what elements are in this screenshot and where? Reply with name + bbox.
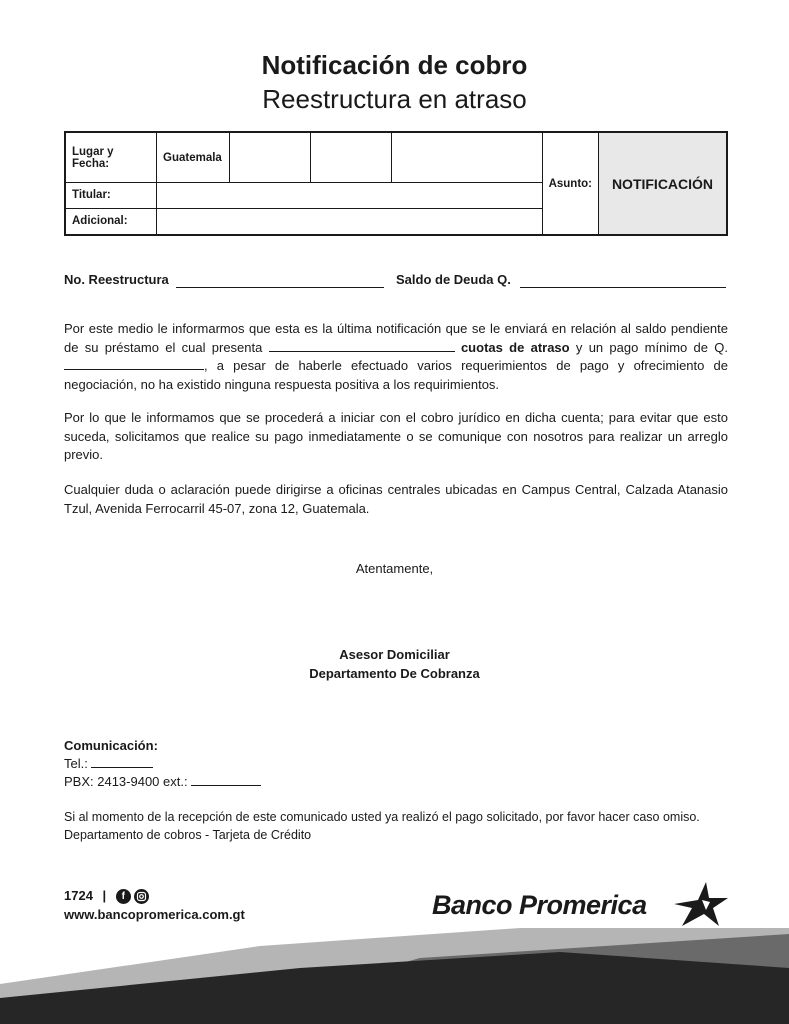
ext-blank[interactable] <box>191 773 261 786</box>
paragraph-1 <box>64 320 728 394</box>
signer-dept: Departamento De Cobranza <box>309 666 480 681</box>
pbx-label: PBX: 2413-9400 ext.: <box>64 774 188 789</box>
titular-cell[interactable] <box>157 183 543 209</box>
p1-text-c: , a pesar de haberle efectuado varios requerimientos de pago y ofrecimiento de negociación, no ha existido ninguna respuesta positiva a los requirimientos. <box>64 358 728 392</box>
website[interactable]: www.bancopromerica.com.gt <box>64 907 245 922</box>
paragraph-2: Por lo que le informamos que se procederá a iniciar con el cobro jurídico en dicha cuenta; para evitar que esto suceda, solicitamos que realice su pago inmediatamente o se comunique con nosotros para realizar un arreglo previo. <box>64 410 728 462</box>
signer-role: Asesor Domiciliar <box>339 647 450 662</box>
adicional-label: Adicional: <box>65 208 157 235</box>
contact-heading: Comunicación: <box>64 738 158 753</box>
lugar-value: Guatemala <box>157 132 230 183</box>
page-subtitle: Reestructura en atraso <box>262 84 527 114</box>
footer-contact <box>64 887 149 905</box>
paragraph-3: Cualquier duda o aclaración puede dirigirse a oficinas centrales ubicadas en Campus Central, Calzada Atanasio Tzul, Avenida Ferrocarril 45-07, zona 12, Guatemala. <box>64 482 728 516</box>
note-line-1: Si al momento de la recepción de este comunicado usted ya realizó el pago solicitado, por favor hacer caso omiso. <box>64 810 700 824</box>
tel-blank[interactable] <box>91 755 153 768</box>
instagram-icon[interactable] <box>134 889 149 904</box>
cuotas-blank[interactable] <box>269 339 455 352</box>
p1-text-b: y un pago mínimo de Q. <box>575 339 728 355</box>
star-logo-icon <box>672 880 730 928</box>
tel-row <box>64 755 153 773</box>
asunto-label: Asunto: <box>542 132 598 235</box>
page-title: Notificación de cobro <box>261 50 528 80</box>
asunto-value: NOTIFICACIÓN <box>599 132 728 235</box>
note-line-2: Departamento de cobros - Tarjeta de Crédito <box>64 828 312 842</box>
adicional-cell[interactable] <box>157 208 543 235</box>
info-table <box>64 131 728 236</box>
footer-divider: | <box>102 888 107 903</box>
fecha-year-cell[interactable] <box>392 132 543 183</box>
fecha-day-cell[interactable] <box>230 132 311 183</box>
tel-label: Tel.: <box>64 756 88 771</box>
brand-logo-text: Banco Promerica <box>432 890 647 920</box>
salutation: Atentamente, <box>355 561 434 576</box>
pago-blank[interactable] <box>64 357 204 370</box>
p1-text-a: Por este medio le informarmos que esta es la última notificación que se le enviará en relación al saldo pendiente de su préstamo el cual presenta <box>64 321 728 355</box>
titular-label: Titular: <box>65 183 157 209</box>
reestructura-label: No. Reestructura <box>64 272 169 287</box>
reestructura-line[interactable] <box>176 287 384 288</box>
saldo-label: Saldo de Deuda Q. <box>396 272 511 287</box>
footer-wave-decoration <box>0 928 789 1024</box>
lugar-label: Lugar y Fecha: <box>65 132 157 183</box>
p1-bold: cuotas de atraso <box>460 339 570 355</box>
pbx-row <box>64 773 261 791</box>
fecha-month-cell[interactable] <box>311 132 392 183</box>
facebook-icon[interactable]: f <box>116 889 131 904</box>
footer-phone: 1724 <box>64 888 93 903</box>
saldo-line[interactable] <box>520 287 726 288</box>
